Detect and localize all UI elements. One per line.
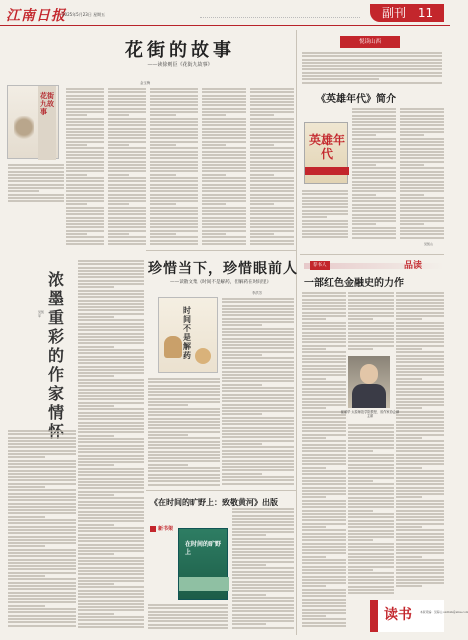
article1-body-col4 (202, 88, 246, 248)
newbook-body (232, 508, 294, 632)
article2-body-col1 (222, 298, 294, 488)
recommend-word: 品读 (404, 261, 423, 271)
article2-title: 珍惜当下，珍惜眼前人 (148, 261, 298, 277)
row-rule (300, 254, 444, 255)
dog-illustration (164, 336, 182, 358)
newbook-body-left (148, 604, 228, 632)
editor-info: 本版责编：吴海山 sxdbzk@sina.com (420, 610, 468, 614)
book-cover-title: 英雄年代 (309, 133, 346, 161)
author-photo (348, 356, 390, 408)
article-vertical-title: 浓墨重彩的作家情 (48, 270, 65, 422)
book-cover-huajie (7, 85, 59, 159)
photo-head (360, 364, 378, 384)
book-cover-shijian (158, 297, 218, 373)
right-body-under-cover (302, 190, 348, 240)
row-rule (146, 250, 296, 251)
article1-title: 花街的故事 (125, 40, 235, 61)
page-number: 11 (417, 6, 434, 20)
column-rule (296, 30, 297, 635)
masthead-dotted-rule (200, 17, 360, 19)
column-body-left2 (78, 260, 144, 630)
right-body-col1 (352, 108, 396, 240)
right2-body-col2 (396, 292, 444, 592)
article2-subtitle: ——读散文集《时间不是解药，但解药在时间里》 (170, 280, 272, 285)
recommend-banner (304, 260, 444, 272)
newbook-badge (150, 518, 180, 532)
square-icon (150, 526, 156, 532)
article-vertical-author: 吴凯军 (38, 310, 45, 318)
newbook-label: 新书架 (158, 526, 174, 532)
right-article-title: 《英雄年代》简介 (316, 94, 396, 105)
book-cover-title: 花街九故事 (40, 91, 54, 116)
section-tag: 悦读山西 (340, 36, 400, 48)
dog-illustration (195, 348, 211, 364)
reading-word: 读书 (384, 607, 412, 623)
book-cover-title: 时间不是解药 (183, 305, 191, 360)
right-body-top (302, 52, 442, 86)
article1-author: 金玉梅 (140, 81, 151, 85)
publication-title: 《在时间的旷野上：致敬黄河》出版 (150, 497, 278, 507)
book-cover-yingxiong (304, 122, 348, 184)
right-article-author: 吴凯山 (424, 242, 434, 246)
article1-body-intro (8, 164, 64, 204)
issue-date: 2025年5月23日 星期五 (62, 12, 106, 17)
row-rule (146, 490, 296, 491)
book-cover-kuangye (178, 528, 228, 600)
article2-author: 李洪芳 (252, 291, 263, 295)
article2-body-col2 (148, 378, 220, 488)
article1-body-col2 (108, 88, 146, 248)
edition-label: 副刊 (382, 6, 407, 20)
right-body-col2 (400, 108, 444, 240)
column-body-left (8, 430, 76, 630)
reading-section-box (370, 600, 468, 632)
article1-body-col3 (150, 88, 198, 248)
newspaper-logo: 江南日报 (6, 8, 66, 24)
article1-subtitle: ——读徐则臣《花街九故事》 (147, 62, 213, 68)
photo-caption: 崔丽华 太原师范学院教授、省作家协会副主席 (340, 410, 400, 419)
tree-illustration (14, 116, 34, 144)
recommend-label: 荐书人 (310, 261, 330, 270)
book-cover-title: 在时间的旷野上 (185, 541, 222, 556)
right2-body-mid (348, 424, 394, 596)
photo-body (352, 384, 386, 408)
cover-bar (305, 167, 349, 175)
article1-body-col5 (250, 88, 294, 248)
right2-body-mid-top (348, 292, 394, 352)
article1-body-col1 (66, 88, 104, 248)
cover-band (179, 577, 229, 591)
right2-body-col1 (302, 292, 346, 630)
edition-tag (370, 4, 444, 22)
right-article2-title: 一部红色金融史的力作 (304, 278, 404, 289)
